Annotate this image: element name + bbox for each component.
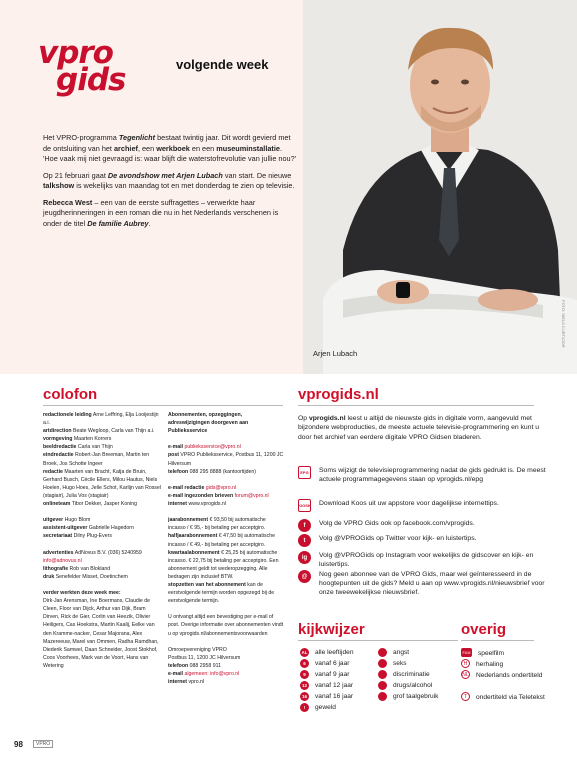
- spacer: [168, 476, 284, 484]
- twitter-icon: t: [298, 534, 311, 547]
- age-label: vanaf 9 jaar: [315, 671, 350, 678]
- kijkwijzer-age: [300, 670, 349, 679]
- kijkwijzer-content: [378, 692, 458, 701]
- colofon-line: [168, 484, 284, 492]
- colofon-line: [43, 516, 161, 524]
- logo-bottom: gids: [56, 62, 126, 98]
- line-label: secretariaat: [43, 533, 73, 540]
- page-number: 98: [14, 740, 23, 749]
- spacer: [168, 605, 284, 613]
- workers-list: Dirk-Jan Arensman, Ine Boermans, Claudie de Cleen, Floor van Dijck, Arthur van Dijk, Bram Dirven, Rick de Gier, Corlin van Heezik, Olivier Heiligers, Cas Hoekstra, Martin Kaalij, Eelke van den Kramme-nacker, Cesar Majorana, Alex Mazereeuw, Marel van Ommen, Radha Ramdhan, Diederik Samwel, Daan Schneider, Joost Stokhof, Coos Voorhees, Mark van de Voort, Hans van Wetering: [43, 598, 159, 669]
- line-label: internet: [168, 501, 188, 508]
- line-value: Maarten van Bracht, Katja de Bruin, Gerhard Busch, Cécile Ellers, Milou Hautus, Niels Hoelen, Hugo Hoes, Jelle Schot, Karlijn van Rossel (stagiair), Julia Vos (stagiair): [43, 468, 161, 499]
- line-label: vormgeving: [43, 436, 73, 443]
- line-label: e-mail: [168, 444, 183, 451]
- site-item[interactable]: [298, 570, 560, 598]
- colofon-line: [168, 670, 284, 678]
- line-label: telefoon: [168, 662, 189, 669]
- site-item-text: Volg de VPRO Gids ook op facebook.com/vprogids.: [319, 520, 475, 527]
- site-item[interactable]: [298, 534, 560, 547]
- line-value: € 47,50 bij automatische incasso / € 49,- bij betaling per acceptgiro.: [168, 533, 275, 548]
- line-label: druk: [43, 573, 55, 580]
- line-label: artdirection: [43, 428, 72, 435]
- content-label: angst: [393, 649, 410, 656]
- line-value[interactable]: publieksservice@vpro.nl: [184, 444, 241, 451]
- overig-item: [461, 659, 551, 670]
- line-value[interactable]: forum@vpro.nl: [234, 492, 269, 499]
- age-rating-icon: 12: [301, 683, 307, 688]
- photo-caption: Arjen Lubach: [313, 349, 358, 358]
- site-item[interactable]: [298, 519, 560, 532]
- divider: [298, 405, 534, 406]
- cover-photo: [303, 0, 577, 374]
- colofon-line: [43, 549, 161, 557]
- line-value[interactable]: gids@vpro.nl: [205, 484, 237, 491]
- intro-paragraph: Op 21 februari gaat De avondshow met Arjen Lubach van start. De nieuwe talkshow is wekelijks van maandag tot en met donderdag te zien op televisie.: [43, 170, 295, 190]
- line-label: jaarabonnement: [168, 517, 209, 524]
- colofon-line: [43, 524, 161, 532]
- colofon-subscriptions: [168, 411, 284, 686]
- colofon-line: [168, 443, 284, 451]
- facebook-icon: f: [298, 519, 311, 532]
- line-label: stopzetten van het abonnement: [168, 581, 246, 588]
- spacer: [43, 508, 161, 516]
- colofon-line: [43, 435, 161, 443]
- line-label: beeldredactie: [43, 444, 77, 451]
- site-item-text: Download Koos uit uw appstore voor dagelijkse internettips.: [319, 500, 499, 507]
- subscriptions-head: Abonnementen, opzeggingen, adreswijzigingen doorgeven aan Publieksservice: [168, 412, 249, 435]
- line-value: € 25,25 bij automatische incasso. € 22,75 bij betaling per acceptgiro. Een abonnement geldt tot wederopzegging. Alle bedragen zijn inclusief BTW.: [168, 549, 279, 580]
- logo-top: vpro: [38, 35, 113, 71]
- line-label: lithografie: [43, 565, 69, 572]
- colofon-line: [43, 557, 161, 565]
- divider: [43, 405, 283, 406]
- line-value: Maarten Korrers: [73, 436, 112, 443]
- age-label: vanaf 12 jaar: [315, 682, 354, 689]
- age-label: alle leeftijden: [315, 649, 354, 656]
- colofon-line: [168, 468, 284, 476]
- colofon-line: [43, 443, 161, 451]
- content-rating-icon: [378, 659, 387, 668]
- age-rating-icon: 9: [300, 670, 309, 679]
- site-item-text: Soms wijzigt de televisieprogrammering nadat de gids gedrukt is. De meest actuele programmagegevens staan op vprogids.nl/epg: [319, 467, 546, 484]
- overig-icon: T: [461, 692, 470, 701]
- line-label: e-mail: [168, 671, 183, 677]
- colofon-line: [168, 516, 284, 532]
- overig-icon: FILM: [461, 648, 472, 657]
- age-label: geweld: [315, 704, 336, 711]
- content-label: drugs/alcohol: [393, 682, 433, 689]
- spacer: [168, 435, 284, 443]
- line-value: 088 2958 911: [189, 662, 221, 669]
- kijkwijzer-age: [300, 648, 354, 657]
- colofon-line: [168, 549, 284, 581]
- overig-label: speelfilm: [478, 650, 505, 657]
- page-title: volgende week: [176, 57, 269, 72]
- intro-paragraph: Het VPRO-programma Tegenlicht bestaat twintig jaar. Dit wordt gevierd met de ontsluiting van het archief, een werkboek en een museuminstallatie. 'Hoe vaak mij niet gevraagd is: waar blijft die waterstofrevolutie van jullie nou?': [43, 133, 297, 163]
- line-value: Dilny Plug-Evers: [73, 533, 112, 540]
- colofon-line: [43, 468, 161, 500]
- colofon-line: [168, 500, 284, 508]
- line-value: kan de eerstvolgende termijn worden opgezegd bij de eerstvolgende termijn.: [168, 581, 275, 605]
- colofon-line: [168, 532, 284, 548]
- colofon-line: [168, 451, 284, 467]
- spacer: [168, 508, 284, 516]
- age-rating-icon: AL: [301, 650, 308, 655]
- site-intro: Op vprogids.nl leest u altijd de nieuwste gids in digitale vorm, aangevuld met bijzondere webproducties, de meeste actuele televisie-programmering en kunt u door het archief van eerdere digitale VPRO Gidsen bladeren.: [298, 415, 540, 441]
- site-item[interactable]: [298, 551, 560, 569]
- line-value: Senefelder Misset, Doetinchem: [55, 573, 128, 580]
- content-rating-icon: [378, 692, 387, 701]
- site-item[interactable]: [298, 499, 560, 512]
- footer-logo: VPRO: [33, 740, 53, 748]
- colofon-line: [43, 427, 161, 435]
- site-item-text: Volg @VPROGids op Twitter voor kijk- en luistertips.: [319, 535, 477, 542]
- line-label: e-mail redactie: [168, 484, 205, 491]
- line-value: € 93,50 bij automatische incasso / € 95,- bij betaling per acceptgiro.: [168, 517, 266, 532]
- line-value: Rob van Blokland: [69, 565, 111, 572]
- spacer: [43, 581, 161, 589]
- intro-paragraph: Rebecca West – een van de eerste suffragettes – verwerkte haar jeugdherinneringen in een roman die nu in het Nederlands verschenen is onder de titel De familie Aubrey.: [43, 197, 279, 228]
- content-label: discriminatie: [393, 671, 430, 678]
- site-item-text: Volg @VPROGids op Instagram voor wekelijks de gidscover en kijk- en luistertips.: [319, 552, 534, 569]
- kiosk-icon: KIOSK: [298, 499, 311, 512]
- line-value[interactable]: info@adnovus.nl: [43, 557, 82, 564]
- overig-label: Nederlands ondertiteld: [476, 672, 543, 679]
- age-label: vanaf 6 jaar: [315, 660, 350, 667]
- age-rating-icon: 16: [301, 694, 307, 699]
- colofon-staff: [43, 411, 161, 670]
- workers-label: verder werkten deze week mee:: [43, 590, 121, 597]
- line-label: eindredactie: [43, 452, 74, 459]
- colofon-line: [43, 411, 161, 427]
- line-label: advertenties: [43, 549, 74, 556]
- line-label: kwartaalabonnement: [168, 549, 220, 556]
- site-title: vprogids.nl: [298, 386, 379, 403]
- kijkwijzer-content: [378, 670, 458, 679]
- kijkwijzer-title: kijkwijzer: [298, 621, 365, 638]
- kijkwijzer-age: [300, 659, 349, 668]
- overig-item: [461, 692, 551, 703]
- content-rating-icon: [378, 670, 387, 679]
- line-value: AdNovus B.V. (036) 5240959: [74, 549, 142, 556]
- colofon-line: [168, 492, 284, 500]
- colofon-line: [43, 573, 161, 581]
- colofon-line: [168, 662, 284, 670]
- line-label: redactionele leiding: [43, 412, 92, 418]
- kijkwijzer-age: [300, 703, 336, 712]
- intro-text: [43, 133, 298, 235]
- overig-label: ondertiteld via Teletekst: [476, 694, 545, 701]
- epg-icon: EPG: [298, 466, 311, 479]
- line-label: post: [168, 452, 179, 459]
- divider: [298, 640, 458, 641]
- kijkwijzer-age: [300, 692, 353, 701]
- colofon-line: [43, 500, 161, 508]
- overig-icon: NL: [462, 671, 469, 678]
- line-label: telefoon: [168, 468, 189, 475]
- content-rating-icon: [378, 681, 387, 690]
- line-label: redactie: [43, 468, 63, 475]
- content-rating-icon: [378, 648, 387, 657]
- overig-label: herhaling: [476, 661, 504, 668]
- overig-icon: H: [461, 659, 470, 668]
- age-rating-icon: 6: [300, 659, 309, 668]
- photo-credit: FOTO: NIELS CURTSJOR: [561, 300, 566, 348]
- instagram-icon: ig: [298, 551, 311, 564]
- content-label: grof taalgebruik: [393, 693, 439, 700]
- vereniging: Omroepvereniging VPRO: [168, 646, 227, 653]
- line-value: Arne Leffring, Elja Looijestijn a.i.: [43, 412, 159, 427]
- overig-item: [461, 670, 551, 681]
- vpro-gids-logo: [38, 35, 148, 98]
- line-value: vpro.nl: [188, 679, 205, 686]
- site-item[interactable]: [298, 466, 560, 484]
- line-label: internet: [168, 679, 188, 686]
- content-label: seks: [393, 660, 407, 667]
- line-value[interactable]: www.vprogids.nl: [188, 501, 226, 508]
- kijkwijzer-content: [378, 681, 458, 690]
- age-label: vanaf 16 jaar: [315, 693, 354, 700]
- line-value: VPRO Publieksservice, Postbus 11, 1200 JC Hilversum: [168, 452, 284, 467]
- overig-title: overig: [461, 621, 507, 638]
- line-label: e-mail ingezonden brieven: [168, 492, 234, 499]
- line-label: uitgever: [43, 517, 64, 524]
- line-label: onlineteam: [43, 501, 71, 508]
- line-value: Beate Wegloop, Carla van Thijn a.i.: [73, 428, 155, 435]
- line-value: Tibor Dekker, Jasper Koning: [71, 501, 138, 508]
- overig-item: [461, 648, 551, 659]
- divider: [461, 640, 534, 641]
- kijkwijzer-age: [300, 681, 353, 690]
- line-value: Carla van Thijn: [77, 444, 113, 451]
- line-label: halfjaarabonnement: [168, 533, 218, 540]
- colofon-line: [43, 565, 161, 573]
- spacer: [43, 541, 161, 549]
- line-value: Robert-Jan Breeman, Martin ten Broek, Jos Schotte Ingeer: [43, 452, 150, 467]
- vereniging-address: Postbus 11, 1200 JC Hilversum: [168, 654, 241, 661]
- colofon-line: [43, 451, 161, 467]
- line-value: Hugo Blom: [64, 517, 91, 524]
- newsletter-icon: @: [298, 570, 311, 583]
- colofon-line: [43, 532, 161, 540]
- line-value[interactable]: algemeen: info@vpro.nl: [184, 671, 240, 677]
- age-rating-icon: !: [300, 703, 309, 712]
- spacer: [168, 638, 284, 646]
- privacy-note: U ontvangt altijd een bevestiging per e-mail of post. Overige informatie over abonnementen vindt u op vprogids.nl/abonnementsvoorwaarden: [168, 614, 284, 637]
- kijkwijzer-content: [378, 648, 458, 657]
- kijkwijzer-content: [378, 659, 458, 668]
- colofon-line: [168, 678, 284, 686]
- line-label: assistent-uitgever: [43, 525, 88, 532]
- line-value: Gabrielle Hagedorn: [88, 525, 134, 532]
- line-value: 088 295 8888 (kantoortijden): [189, 468, 256, 475]
- colofon-line: [168, 581, 284, 605]
- colofon-title: colofon: [43, 386, 98, 403]
- site-item-text: Nog geen abonnee van de VPRO Gids, maar wel geïnteresseerd in de hoogtepunten uit de gids? Meld u aan op www.vprogids.nl/nieuwsbrief voor onze tweewekelijkse nieuwsbrief.: [319, 571, 545, 597]
